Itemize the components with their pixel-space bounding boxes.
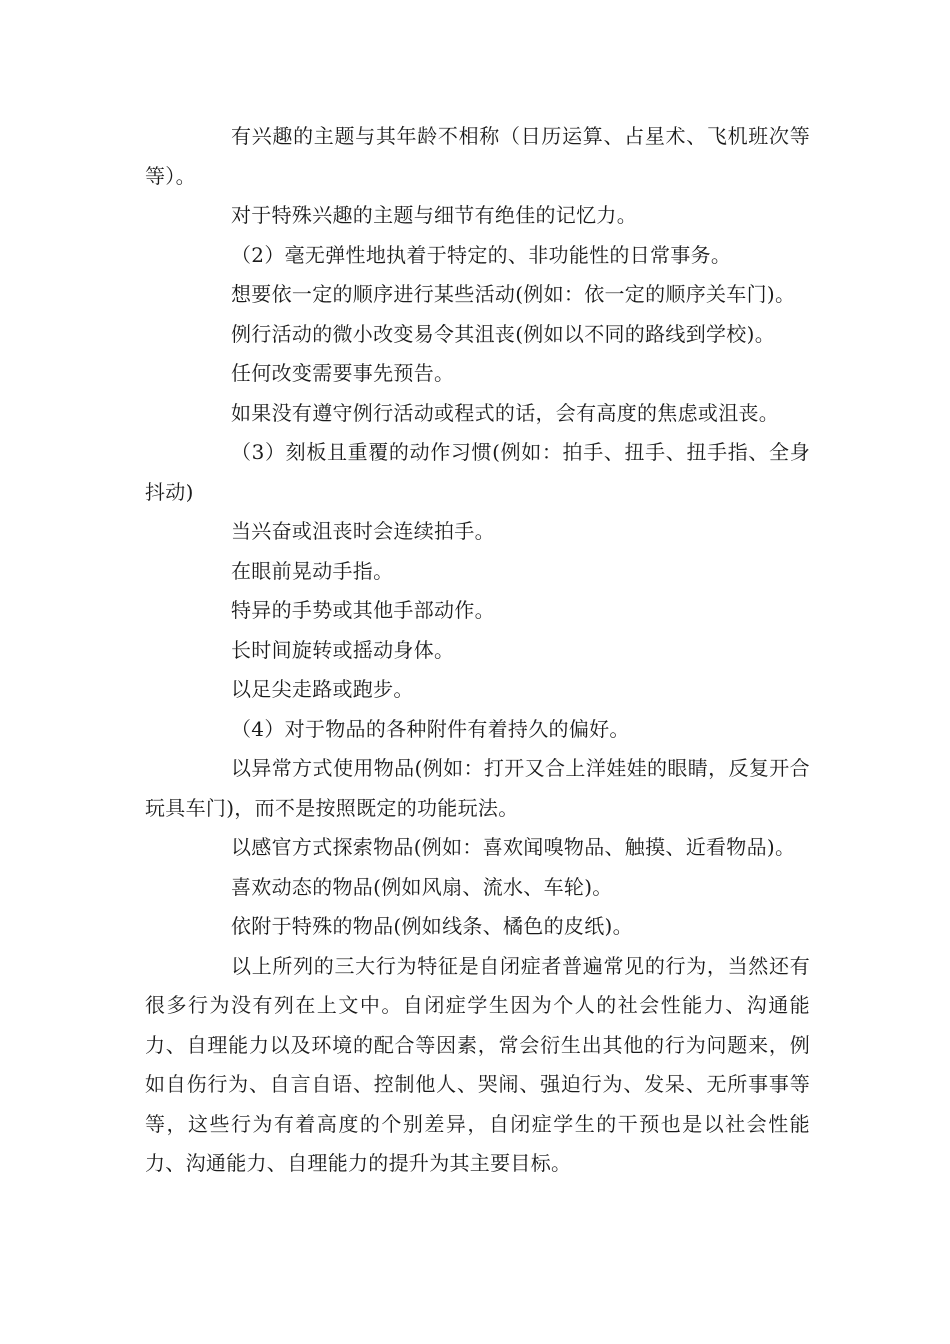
- paragraph: 有兴趣的主题与其年龄不相称（日历运算、占星术、飞机班次等等）。: [145, 124, 810, 188]
- paragraph: 特异的手势或其他手部动作。: [231, 598, 495, 622]
- paragraph: 喜欢动态的物品(例如风扇、流水、车轮)。: [231, 874, 613, 899]
- paragraph: （2）毫无弹性地执着于特定的、非功能性的日常事务。: [231, 242, 732, 267]
- document-body: [145, 117, 810, 1184]
- paragraph: 任何改变需要事先预告。: [231, 361, 455, 385]
- paragraph: 以上所列的三大行为特征是自闭症者普遍常见的行为，当然还有很多行为没有列在上文中。自闭症学生因为个人的社会性能力、沟通能力、自理能力以及环境的配合等因素，常会衍生出其他的行为问题来，例如自伤行为、自言自语、控制他人、哭闹、强迫行为、发呆、无所事事等等，这些行为有着高度的个别差异，自闭症学生的干预也是以社会性能力、沟通能力、自理能力的提升为其主要目标。: [145, 953, 810, 1175]
- paragraph: （3）刻板且重覆的动作习惯(例如：拍手、扭手、扭手指、全身抖动): [145, 440, 810, 504]
- paragraph: 例行活动的微小改变易令其沮丧(例如以不同的路线到学校)。: [231, 321, 776, 346]
- paragraph: 对于特殊兴趣的主题与细节有绝佳的记忆力。: [231, 203, 637, 227]
- paragraph: 以异常方式使用物品(例如：打开又合上洋娃娃的眼睛，反复开合玩具车门)，而不是按照既定的功能玩法。: [145, 756, 810, 820]
- paragraph: 以感官方式探索物品(例如：喜欢闻嗅物品、触摸、近看物品)。: [231, 835, 796, 859]
- paragraph: 如果没有遵守例行活动或程式的话，会有高度的焦虑或沮丧。: [231, 400, 780, 425]
- paragraph: 以足尖走路或跑步。: [231, 677, 414, 701]
- paragraph: 想要依一定的顺序进行某些活动(例如：依一定的顺序关车门)。: [231, 282, 796, 306]
- paragraph: 在眼前晃动手指。: [231, 558, 394, 583]
- paragraph: 依附于特殊的物品(例如线条、橘色的皮纸)。: [231, 914, 633, 938]
- paragraph: （4）对于物品的各种附件有着持久的偏好。: [231, 716, 630, 741]
- paragraph: 当兴奋或沮丧时会连续拍手。: [231, 519, 495, 543]
- paragraph: 长时间旋转或摇动身体。: [231, 637, 455, 662]
